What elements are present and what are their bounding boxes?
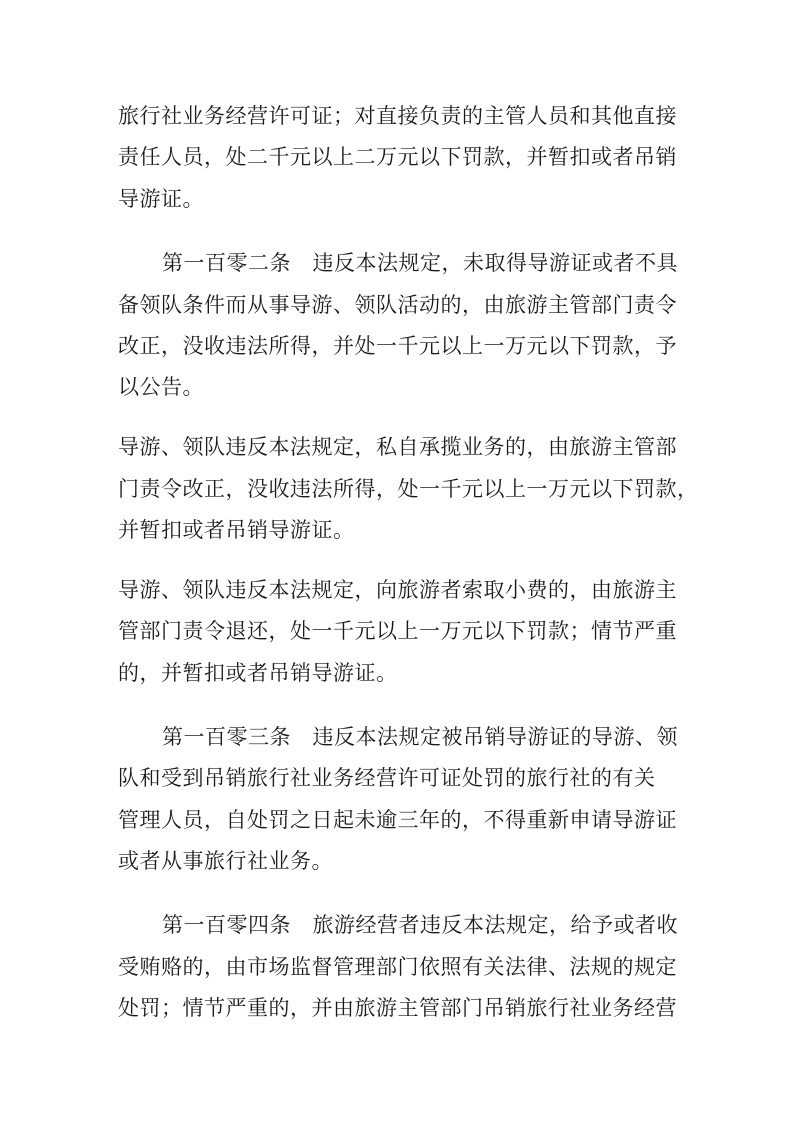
text-line: 备领队条件而从事导游、领队活动的，由旅游主管部门责令 xyxy=(118,293,677,317)
text-line: 改正，没收违法所得，并处一千元以上一万元以下罚款，予 xyxy=(118,334,677,358)
text-line: 管部门责令退还，处一千元以上一万元以下罚款；情节严重 xyxy=(118,619,677,643)
text-line: 以公告。 xyxy=(118,375,204,399)
text-line: 管理人员，自处罚之日起未逾三年的，不得重新申请导游证 xyxy=(118,808,677,832)
article-102-heading-line: 第一百零二条 违反本法规定，未取得导游证或者不具 xyxy=(162,251,678,275)
text-line: 导游证。 xyxy=(118,187,204,211)
text-line: 导游、领队违反本法规定，私自承揽业务的，由旅游主管部 xyxy=(118,435,677,459)
text-line: 队和受到吊销旅行社业务经营许可证处罚的旅行社的有关 xyxy=(118,766,656,790)
text-line: 处罚；情节严重的，并由旅游主管部门吊销旅行社业务经营 xyxy=(118,996,677,1020)
text-line: 受贿赂的，由市场监督管理部门依照有关法律、法规的规定 xyxy=(118,955,677,979)
text-line: 门责令改正，没收违法所得，处一千元以上一万元以下罚款， xyxy=(118,477,699,501)
text-line: 并暂扣或者吊销导游证。 xyxy=(118,518,355,542)
text-line: 责任人员，处二千元以上二万元以下罚款，并暂扣或者吊销 xyxy=(118,145,677,169)
text-line: 旅行社业务经营许可证；对直接负责的主管人员和其他直接 xyxy=(118,104,677,128)
article-104-heading-line: 第一百零四条 旅游经营者违反本法规定，给予或者收 xyxy=(162,913,678,937)
text-line: 或者从事旅行社业务。 xyxy=(118,849,333,873)
text-line: 的，并暂扣或者吊销导游证。 xyxy=(118,661,398,685)
article-103-heading-line: 第一百零三条 违反本法规定被吊销导游证的导游、领 xyxy=(162,725,678,749)
text-line: 导游、领队违反本法规定，向旅游者索取小费的，由旅游主 xyxy=(118,578,677,602)
